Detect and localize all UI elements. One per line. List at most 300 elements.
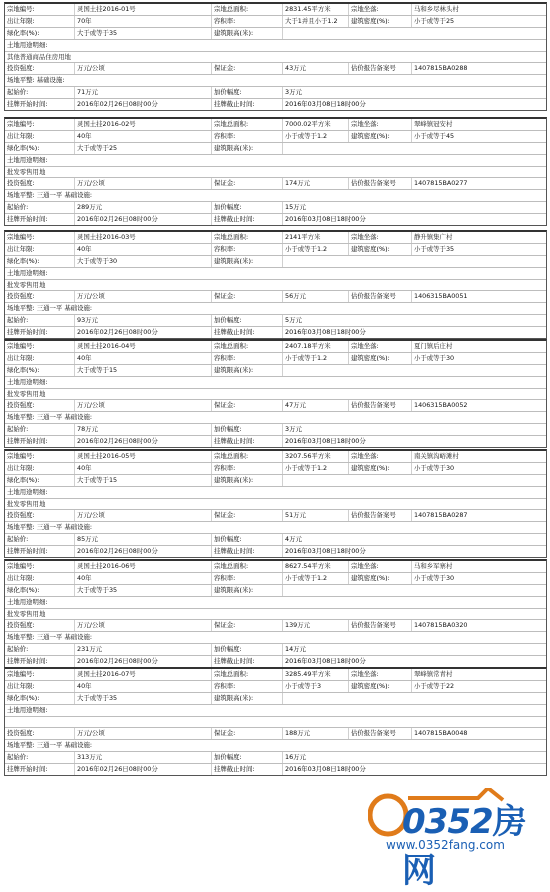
- table-row: [5, 487, 546, 499]
- parcel-table: [4, 2, 547, 111]
- leveling-infra: [5, 75, 546, 86]
- label-start-price: 起始价:: [5, 87, 75, 98]
- logo-cn: 房网: [402, 802, 526, 891]
- table-row: [5, 28, 546, 40]
- label-far: 容积率:: [212, 16, 283, 27]
- value-green: 大于或等于15: [75, 475, 212, 486]
- watermark-logo: [368, 788, 546, 891]
- logo-digits: 0352: [402, 802, 493, 842]
- label-leveling: 场地平整:: [7, 633, 35, 642]
- label-start-price: 起始价:: [5, 534, 75, 545]
- value-increment: 3万元: [285, 425, 302, 434]
- label-usage: 土地用途明细:: [7, 40, 48, 49]
- value-parcel-no: 灵国土挂2016-01号: [75, 4, 212, 15]
- value-green: 大于或等于35: [75, 693, 212, 704]
- value-list-end: 2016年03月08日18时00分: [285, 547, 366, 556]
- table-row: [5, 341, 546, 353]
- value-list-end: 2016年03月08日18时00分: [285, 328, 366, 337]
- value-start-price: 85万元: [75, 534, 212, 545]
- label-term: 出让年限:: [5, 573, 75, 584]
- label-density: 建筑密度(%):: [349, 131, 412, 142]
- label-far: 容积率:: [212, 681, 283, 692]
- label-leveling: 场地平整:: [7, 304, 35, 313]
- value-report: 1407815BA0320: [414, 621, 468, 630]
- table-row: [5, 510, 546, 522]
- label-invest: 投资强度:: [5, 178, 75, 189]
- label-infra: 基础设施:: [36, 76, 65, 85]
- value-green: 大于或等于35: [75, 28, 212, 39]
- value-term: 40年: [75, 244, 212, 255]
- label-report: 估价报告备案号: [349, 178, 412, 189]
- value-density: 小于或等于45: [414, 131, 455, 140]
- table-row: [5, 436, 546, 447]
- table-row: [5, 190, 546, 202]
- label-list-start: 挂牌开始时间:: [5, 327, 75, 338]
- label-leveling: 场地平整:: [7, 413, 35, 422]
- table-row: [5, 377, 546, 389]
- value-invest: 万元/公顷: [75, 63, 212, 74]
- label-parcel-no: 宗地编号:: [5, 669, 75, 680]
- value-invest: 万元/公顷: [75, 291, 212, 302]
- value-far: 大于1并且小于1.2: [283, 16, 349, 27]
- logo-url: www.0352fang.com: [386, 838, 505, 852]
- value-list-end: 2016年03月08日18时00分: [285, 100, 366, 109]
- value-start-price: 71万元: [75, 87, 212, 98]
- value-deposit: 188万元: [283, 728, 349, 739]
- table-row: [5, 214, 546, 225]
- value-parcel-no: 灵国土挂2016-06号: [75, 561, 212, 572]
- label-density: 建筑密度(%):: [349, 463, 412, 474]
- value-leveling: 三通一平: [36, 413, 63, 422]
- value-list-end: 2016年03月08日18时00分: [285, 215, 366, 224]
- value-parcel-no: 灵国土挂2016-07号: [75, 669, 212, 680]
- label-invest: 投资强度:: [5, 400, 75, 411]
- value-term: 40年: [75, 681, 212, 692]
- label-green: 绿化率(%):: [5, 143, 75, 154]
- label-deposit: 保证金:: [212, 63, 283, 74]
- value-invest: 万元/公顷: [75, 728, 212, 739]
- table-row: [5, 717, 546, 729]
- value-leveling: 三通一平: [36, 633, 63, 642]
- label-increment: 加价幅度:: [212, 644, 283, 655]
- table-row: [5, 16, 546, 28]
- table-row: [5, 232, 546, 244]
- value-location: 静升镇集广村: [414, 233, 453, 241]
- table-row: [5, 291, 546, 303]
- value-increment: 3万元: [285, 88, 302, 97]
- table-row: [5, 644, 546, 656]
- value-report: 1406315BA0051: [414, 292, 468, 301]
- value-leveling: 三通一平: [36, 304, 63, 313]
- value-deposit: 174万元: [283, 178, 349, 189]
- value-increment: 15万元: [285, 203, 306, 212]
- label-usage: 土地用途明细:: [7, 597, 48, 606]
- label-density: 建筑密度(%):: [349, 681, 412, 692]
- value-list-end: 2016年03月08日18时00分: [285, 437, 366, 446]
- value-density: 小于或等于30: [414, 573, 455, 582]
- label-infra: 基础设施:: [64, 304, 93, 313]
- value-parcel-no: 灵国土挂2016-02号: [75, 119, 212, 130]
- label-list-end: 挂牌截止时间:: [212, 99, 283, 110]
- table-row: [5, 597, 546, 609]
- table-row: [5, 561, 546, 573]
- label-area: 宗地总面积:: [212, 451, 283, 462]
- value-deposit: 139万元: [283, 620, 349, 631]
- label-green: 绿化率(%):: [5, 585, 75, 596]
- table-row: [5, 280, 546, 292]
- label-invest: 投资强度:: [5, 728, 75, 739]
- value-density: 小于或等于30: [414, 353, 455, 362]
- leveling-infra: [5, 190, 546, 201]
- label-start-price: 起始价:: [5, 202, 75, 213]
- label-area: 宗地总面积:: [212, 232, 283, 243]
- table-row: [5, 740, 546, 752]
- value-usage: [5, 717, 546, 728]
- label-start-price: 起始价:: [5, 315, 75, 326]
- label-usage: 土地用途明细:: [7, 268, 48, 277]
- label-report: 估价报告备案号: [349, 291, 412, 302]
- value-area: 3285.49平方米: [283, 669, 349, 680]
- table-row: [5, 4, 546, 16]
- table-row: [5, 728, 546, 740]
- label-usage: 土地用途明细:: [7, 155, 48, 164]
- label-area: 宗地总面积:: [212, 119, 283, 130]
- value-term: 40年: [75, 463, 212, 474]
- label-green: 绿化率(%):: [5, 693, 75, 704]
- value-parcel-no: 灵国土挂2016-04号: [75, 341, 212, 352]
- table-row: [5, 315, 546, 327]
- value-report: 1407815BA0288: [414, 64, 468, 73]
- value-area: 7000.02平方米: [283, 119, 349, 130]
- table-row: [5, 52, 546, 64]
- label-invest: 投资强度:: [5, 620, 75, 631]
- value-list-start: 2016年02月26日08时00分: [75, 656, 212, 667]
- value-far: 小于或等于1.2: [283, 353, 349, 364]
- table-row: [5, 63, 546, 75]
- value-report: 1407815BA0287: [414, 511, 468, 520]
- parcel-table: [4, 559, 547, 668]
- value-height: [283, 365, 546, 376]
- value-usage: 其他普通商品住房用地: [7, 52, 71, 61]
- label-term: 出让年限:: [5, 463, 75, 474]
- value-term: 40年: [75, 131, 212, 142]
- value-report: 1407815BA0277: [414, 179, 468, 188]
- table-row: [5, 534, 546, 546]
- label-location: 宗地坐落:: [349, 232, 412, 243]
- value-leveling: 三通一平: [36, 741, 63, 750]
- label-height: 建筑限高(米):: [212, 365, 283, 376]
- value-height: [283, 693, 546, 704]
- table-row: [5, 389, 546, 401]
- leveling-infra: [5, 412, 546, 423]
- value-far: 小于或等于1.2: [283, 131, 349, 142]
- label-list-end: 挂牌截止时间:: [212, 656, 283, 667]
- label-invest: 投资强度:: [5, 291, 75, 302]
- label-location: 宗地坐落:: [349, 451, 412, 462]
- value-area: 8627.54平方米: [283, 561, 349, 572]
- label-deposit: 保证金:: [212, 291, 283, 302]
- value-report: 1407815BA0048: [414, 729, 468, 738]
- value-term: 40年: [75, 573, 212, 584]
- table-row: [5, 424, 546, 436]
- label-infra: 基础设施:: [64, 191, 93, 200]
- value-usage: 批发零售用地: [7, 167, 46, 176]
- value-increment: 14万元: [285, 645, 306, 654]
- label-report: 估价报告备案号: [349, 510, 412, 521]
- value-list-start: 2016年02月26日08时00分: [75, 546, 212, 557]
- label-list-start: 挂牌开始时间:: [5, 764, 75, 775]
- table-row: [5, 632, 546, 644]
- label-green: 绿化率(%):: [5, 256, 75, 267]
- label-term: 出让年限:: [5, 353, 75, 364]
- label-leveling: 场地平整:: [7, 523, 35, 532]
- value-term: 40年: [75, 353, 212, 364]
- label-start-price: 起始价:: [5, 424, 75, 435]
- label-list-end: 挂牌截止时间:: [212, 214, 283, 225]
- table-row: [5, 546, 546, 557]
- label-density: 建筑密度(%):: [349, 244, 412, 255]
- label-area: 宗地总面积:: [212, 561, 283, 572]
- value-leveling: 三通一平: [36, 523, 63, 532]
- label-parcel-no: 宗地编号:: [5, 341, 75, 352]
- label-increment: 加价幅度:: [212, 315, 283, 326]
- label-parcel-no: 宗地编号:: [5, 451, 75, 462]
- value-area: 2141平方米: [283, 232, 349, 243]
- leveling-infra: [5, 303, 546, 314]
- value-area: 2407.18平方米: [283, 341, 349, 352]
- parcel-table: [4, 667, 547, 776]
- table-row: [5, 522, 546, 534]
- value-leveling: 三通一平: [36, 191, 63, 200]
- table-row: [5, 573, 546, 585]
- table-row: [5, 99, 546, 110]
- table-row: [5, 75, 546, 87]
- table-row: [5, 400, 546, 412]
- value-location: 马和乡军寨村: [414, 562, 453, 570]
- value-location: 翠峰镇冠安村: [414, 120, 453, 128]
- value-invest: 万元/公顷: [75, 620, 212, 631]
- value-invest: 万元/公顷: [75, 178, 212, 189]
- table-row: [5, 752, 546, 764]
- label-parcel-no: 宗地编号:: [5, 232, 75, 243]
- value-report: 1406315BA0052: [414, 401, 468, 410]
- value-density: 小于或等于30: [414, 463, 455, 472]
- label-location: 宗地坐落:: [349, 561, 412, 572]
- label-leveling: 场地平整:: [7, 191, 35, 200]
- label-list-end: 挂牌截止时间:: [212, 764, 283, 775]
- label-far: 容积率:: [212, 244, 283, 255]
- label-far: 容积率:: [212, 131, 283, 142]
- label-far: 容积率:: [212, 573, 283, 584]
- parcel-table: [4, 230, 547, 339]
- table-row: [5, 693, 546, 705]
- value-list-start: 2016年02月26日08时00分: [75, 214, 212, 225]
- table-row: [5, 40, 546, 52]
- label-usage: 土地用途明细:: [7, 377, 48, 386]
- parcel-table: [4, 117, 547, 226]
- parcel-table: [4, 449, 547, 558]
- label-location: 宗地坐落:: [349, 341, 412, 352]
- label-location: 宗地坐落:: [349, 4, 412, 15]
- value-invest: 万元/公顷: [75, 510, 212, 521]
- label-list-start: 挂牌开始时间:: [5, 546, 75, 557]
- table-row: [5, 463, 546, 475]
- value-far: 小于或等于3: [283, 681, 349, 692]
- label-usage: 土地用途明细:: [7, 487, 48, 496]
- value-list-end: 2016年03月08日18时00分: [285, 657, 366, 666]
- value-green: 大于或等于25: [75, 143, 212, 154]
- table-row: [5, 155, 546, 167]
- value-far: 小于或等于1.2: [283, 463, 349, 474]
- table-row: [5, 87, 546, 99]
- table-row: [5, 244, 546, 256]
- value-start-price: 78万元: [75, 424, 212, 435]
- label-parcel-no: 宗地编号:: [5, 4, 75, 15]
- value-list-start: 2016年02月26日08时00分: [75, 327, 212, 338]
- table-row: [5, 451, 546, 463]
- value-location: 南关镇沟峪滩村: [414, 452, 459, 460]
- label-density: 建筑密度(%):: [349, 353, 412, 364]
- label-infra: 基础设施:: [64, 633, 93, 642]
- leveling-infra: [5, 522, 546, 533]
- label-invest: 投资强度:: [5, 63, 75, 74]
- table-row: [5, 268, 546, 280]
- label-density: 建筑密度(%):: [349, 16, 412, 27]
- label-parcel-no: 宗地编号:: [5, 561, 75, 572]
- value-list-start: 2016年02月26日08时00分: [75, 99, 212, 110]
- label-density: 建筑密度(%):: [349, 573, 412, 584]
- table-row: [5, 303, 546, 315]
- value-location: 夏门镇后庄村: [414, 342, 453, 350]
- leveling-infra: [5, 632, 546, 643]
- label-term: 出让年限:: [5, 16, 75, 27]
- label-list-end: 挂牌截止时间:: [212, 546, 283, 557]
- value-height: [283, 475, 546, 486]
- label-deposit: 保证金:: [212, 728, 283, 739]
- label-increment: 加价幅度:: [212, 534, 283, 545]
- value-density: 小于或等于35: [414, 244, 455, 253]
- value-location: 翠峰镇常青村: [414, 670, 453, 678]
- table-row: [5, 412, 546, 424]
- value-area: 2831.45平方米: [283, 4, 349, 15]
- label-far: 容积率:: [212, 463, 283, 474]
- table-row: [5, 656, 546, 667]
- table-row: [5, 681, 546, 693]
- value-area: 3207.56平方米: [283, 451, 349, 462]
- label-infra: 基础设施:: [64, 741, 93, 750]
- value-height: [283, 143, 546, 154]
- table-row: [5, 669, 546, 681]
- label-deposit: 保证金:: [212, 510, 283, 521]
- table-row: [5, 119, 546, 131]
- value-start-price: 289万元: [75, 202, 212, 213]
- label-report: 估价报告备案号: [349, 728, 412, 739]
- value-start-price: 313万元: [75, 752, 212, 763]
- value-deposit: 51万元: [283, 510, 349, 521]
- label-list-end: 挂牌截止时间:: [212, 327, 283, 338]
- value-increment: 4万元: [285, 535, 302, 544]
- table-row: [5, 167, 546, 179]
- label-height: 建筑限高(米):: [212, 585, 283, 596]
- value-height: [283, 28, 546, 39]
- label-list-end: 挂牌截止时间:: [212, 436, 283, 447]
- label-deposit: 保证金:: [212, 620, 283, 631]
- table-row: [5, 475, 546, 487]
- label-parcel-no: 宗地编号:: [5, 119, 75, 130]
- label-height: 建筑限高(米):: [212, 693, 283, 704]
- value-deposit: 56万元: [283, 291, 349, 302]
- table-row: [5, 202, 546, 214]
- leveling-infra: [5, 740, 546, 751]
- label-area: 宗地总面积:: [212, 4, 283, 15]
- label-report: 估价报告备案号: [349, 620, 412, 631]
- value-usage: 批发零售用地: [7, 280, 46, 289]
- label-start-price: 起始价:: [5, 752, 75, 763]
- value-usage: 批发零售用地: [7, 389, 46, 398]
- label-leveling: 场地平整:: [7, 741, 35, 750]
- value-increment: 16万元: [285, 753, 306, 762]
- label-green: 绿化率(%):: [5, 365, 75, 376]
- label-list-start: 挂牌开始时间:: [5, 656, 75, 667]
- label-increment: 加价幅度:: [212, 424, 283, 435]
- table-row: [5, 327, 546, 338]
- value-far: 小于或等于1.2: [283, 573, 349, 584]
- value-deposit: 47万元: [283, 400, 349, 411]
- label-report: 估价报告备案号: [349, 400, 412, 411]
- value-height: [283, 585, 546, 596]
- table-row: [5, 256, 546, 268]
- label-term: 出让年限:: [5, 131, 75, 142]
- value-increment: 5万元: [285, 316, 302, 325]
- label-height: 建筑限高(米):: [212, 143, 283, 154]
- value-usage: 批发零售用地: [7, 499, 46, 508]
- table-row: [5, 499, 546, 511]
- table-row: [5, 609, 546, 621]
- label-leveling: 场地平整:: [7, 76, 35, 85]
- label-usage: 土地用途明细:: [7, 705, 48, 714]
- value-start-price: 231万元: [75, 644, 212, 655]
- value-green: 大于或等于35: [75, 585, 212, 596]
- label-list-start: 挂牌开始时间:: [5, 99, 75, 110]
- label-infra: 基础设施:: [64, 523, 93, 532]
- label-deposit: 保证金:: [212, 400, 283, 411]
- value-green: 大于或等于15: [75, 365, 212, 376]
- value-term: 70年: [75, 16, 212, 27]
- label-increment: 加价幅度:: [212, 752, 283, 763]
- label-list-start: 挂牌开始时间:: [5, 214, 75, 225]
- label-report: 估价报告备案号: [349, 63, 412, 74]
- label-green: 绿化率(%):: [5, 475, 75, 486]
- label-increment: 加价幅度:: [212, 202, 283, 213]
- value-parcel-no: 灵国土挂2016-05号: [75, 451, 212, 462]
- table-row: [5, 131, 546, 143]
- table-row: [5, 365, 546, 377]
- value-green: 大于或等于30: [75, 256, 212, 267]
- value-invest: 万元/公顷: [75, 400, 212, 411]
- table-row: [5, 353, 546, 365]
- table-row: [5, 178, 546, 190]
- table-row: [5, 620, 546, 632]
- label-height: 建筑限高(米):: [212, 475, 283, 486]
- label-infra: 基础设施:: [64, 413, 93, 422]
- value-list-end: 2016年03月08日18时00分: [285, 765, 366, 774]
- value-start-price: 93万元: [75, 315, 212, 326]
- parcel-table: [4, 339, 547, 448]
- label-increment: 加价幅度:: [212, 87, 283, 98]
- table-row: [5, 764, 546, 775]
- value-deposit: 43万元: [283, 63, 349, 74]
- label-height: 建筑限高(米):: [212, 256, 283, 267]
